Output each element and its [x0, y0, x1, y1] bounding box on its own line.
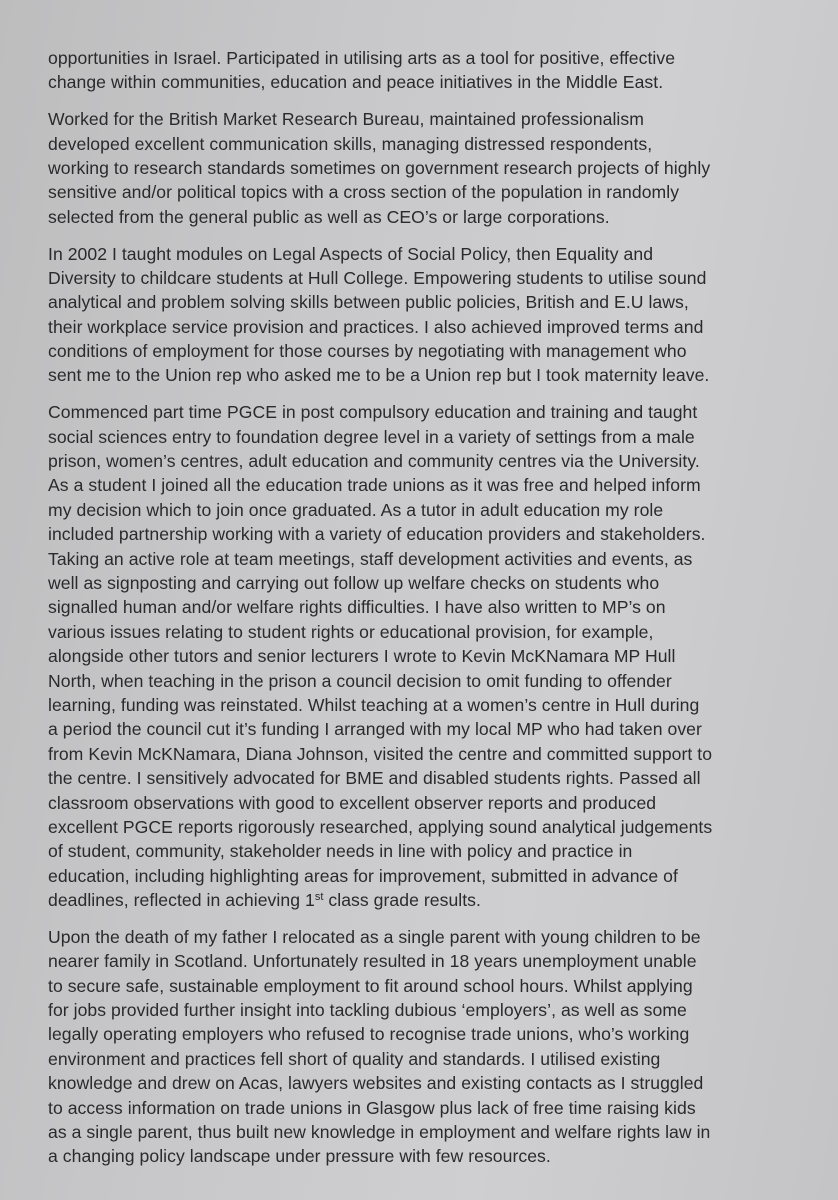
text-line: Commenced part time PGCE in post compulsory education and training and taught: [48, 402, 698, 423]
text-line: change within communities, education and peace initiatives in the Middle East.: [48, 72, 664, 93]
paragraph-israel-arts: [48, 46, 794, 95]
text-line: excellent PGCE reports rigorously researched, applying sound analytical judgements: [48, 816, 713, 837]
text-line: education, including highlighting areas for improvement, submitted in advance of: [48, 865, 678, 886]
text-line: selected from the general public as well as CEO’s or large corporations.: [48, 206, 610, 227]
text-line: analytical and problem solving skills between public policies, British and E.U laws,: [48, 292, 689, 313]
text-line: social sciences entry to foundation degree level in a variety of settings from a male: [48, 426, 695, 447]
text-fragment: class grade results.: [323, 890, 481, 911]
text-line: developed excellent communication skills, managing distressed respondents,: [48, 133, 653, 154]
text-line: conditions of employment for those courses by negotiating with management who: [48, 341, 687, 362]
paragraph-hull-college: [48, 242, 794, 388]
text-line: of student, community, stakeholder needs in line with policy and practice in: [48, 841, 633, 862]
text-line: environment and practices fell short of quality and standards. I utilised existing: [48, 1048, 661, 1069]
text-line: Upon the death of my father I relocated as a single parent with young children to be: [48, 926, 701, 947]
text-line: prison, women’s centres, adult education and community centres via the University.: [48, 451, 700, 472]
text-line: Diversity to childcare students at Hull College. Empowering students to utilise sound: [48, 267, 707, 288]
text-line: knowledge and drew on Acas, lawyers websites and existing contacts as I struggled: [48, 1073, 704, 1094]
text-line: opportunities in Israel. Participated in utilising arts as a tool for positive, effective: [48, 48, 676, 68]
text-line: legally operating employers who refused to recognise trade unions, who’s working: [48, 1024, 690, 1045]
paragraph-pgce: [48, 400, 794, 912]
paragraph-scotland-relocation: [48, 925, 794, 1169]
text-line: to access information on trade unions in Glasgow plus lack of free time raising kids: [48, 1097, 696, 1118]
text-line: signalled human and/or welfare rights difficulties. I have also written to MP’s on: [48, 597, 666, 618]
text-line: sent me to the Union rep who asked me to be a Union rep but I took maternity leave.: [48, 365, 710, 386]
text-line: sensitive and/or political topics with a cross section of the population in randomly: [48, 182, 680, 203]
text-line: their workplace service provision and practices. I also achieved improved terms and: [48, 316, 704, 337]
text-line: from Kevin McKNamara, Diana Johnson, visited the centre and committed support to: [48, 743, 713, 764]
text-line: included partnership working with a variety of education providers and stakeholders.: [48, 524, 706, 545]
text-line: working to research standards sometimes on government research projects of highly: [48, 157, 711, 178]
text-line: for jobs provided further insight into tackling dubious ‘employers’, as well as some: [48, 1000, 687, 1021]
text-line: As a student I joined all the education trade unions as it was free and helped inform: [48, 475, 701, 496]
text-fragment: deadlines, reflected in achieving 1: [48, 890, 315, 911]
text-line: to secure safe, sustainable employment to fit around school hours. Whilst applying: [48, 975, 693, 996]
text-line: North, when teaching in the prison a council decision to omit funding to offender: [48, 670, 672, 691]
text-line: alongside other tutors and senior lecturers I wrote to Kevin McKNamara MP Hull: [48, 646, 676, 667]
paragraph-market-research: [48, 107, 794, 229]
text-line: the centre. I sensitively advocated for BME and disabled students rights. Passed all: [48, 768, 701, 789]
text-line: a changing policy landscape under pressure with few resources.: [48, 1146, 551, 1167]
text-line: Taking an active role at team meetings, staff development activities and events, as: [48, 548, 693, 569]
text-line: various issues relating to student rights or educational provision, for example,: [48, 621, 654, 642]
text-line: as a single parent, thus built new knowledge in employment and welfare rights law in: [48, 1121, 711, 1142]
text-line: my decision which to join once graduated. As a tutor in adult education my role: [48, 499, 664, 520]
text-line-final: [48, 888, 794, 912]
text-line: In 2002 I taught modules on Legal Aspects of Social Policy, then Equality and: [48, 243, 654, 264]
text-line: a period the council cut it’s funding I arranged with my local MP who had taken over: [48, 719, 702, 740]
ordinal-superscript: st: [314, 891, 324, 904]
text-line: learning, funding was reinstated. Whilst teaching at a women’s centre in Hull during: [48, 694, 700, 715]
text-line: well as signposting and carrying out follow up welfare checks on students who: [48, 572, 660, 593]
text-line: nearer family in Scotland. Unfortunately resulted in 18 years unemployment unable: [48, 951, 697, 972]
text-line: Worked for the British Market Research Bureau, maintained professionalism: [48, 109, 644, 130]
text-line: classroom observations with good to excellent observer reports and produced: [48, 792, 657, 813]
